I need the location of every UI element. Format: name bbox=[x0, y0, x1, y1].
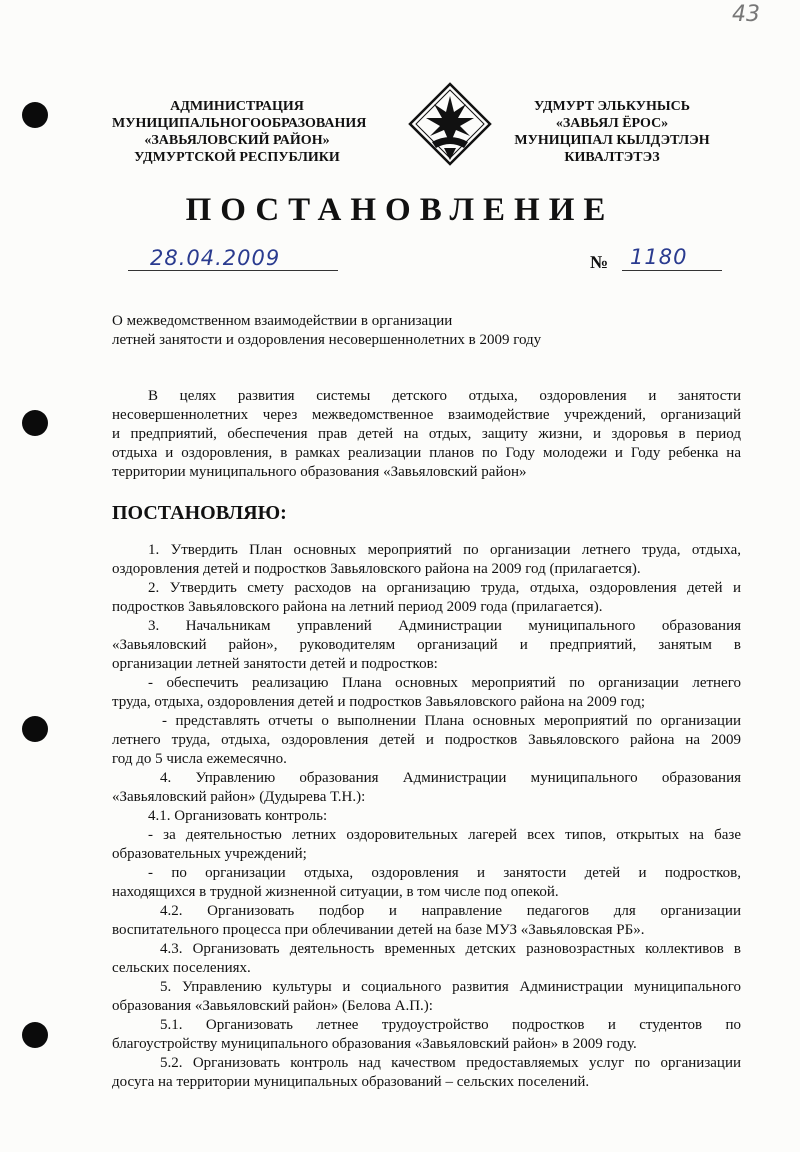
intro-line: несовершеннолетних через межведомственное взаимодействие учреждений, организаций bbox=[112, 407, 741, 423]
body-line: труда, отдыха, оздоровления детей и подростков Завьяловского района на 2009 год; bbox=[112, 694, 646, 710]
body-line: 5.1. Организовать летнее трудоустройство подростков и студентов по bbox=[160, 1017, 741, 1033]
intro-line: отдыха и оздоровления, в рамках реализации планов по Году молодежи и Году ребенка на bbox=[112, 445, 741, 461]
intro-line: и предприятий, обеспечения прав детей на отдых, защиту жизни, и здоровья в период bbox=[112, 426, 741, 442]
intro-paragraph bbox=[112, 387, 741, 482]
body-line: сельских поселениях. bbox=[112, 960, 251, 976]
body-line: 4.1. Организовать контроль: bbox=[148, 808, 328, 824]
body-line: 5. Управлению культуры и социального развития Администрации муниципального bbox=[160, 979, 741, 995]
intro-line: территории муниципального образования «Завьяловский район» bbox=[112, 464, 527, 480]
body-line: 5.2. Организовать контроль над качеством предоставляемых услуг по организации bbox=[160, 1055, 741, 1071]
punch-hole bbox=[22, 410, 48, 436]
date-handwritten: 28.04.2009 bbox=[150, 246, 281, 270]
number-label: № bbox=[590, 252, 609, 272]
body-line: «Завьяловский район», руководителям организаций и предприятий, занятым в bbox=[112, 637, 741, 653]
number-handwritten: 1180 bbox=[630, 245, 688, 269]
body-line: 4.3. Организовать деятельность временных детских разновозрастных коллективов в bbox=[160, 941, 741, 957]
body-line: 3. Начальникам управлений Администрации муниципального образования bbox=[148, 618, 741, 634]
body-line: находящихся в трудной жизненной ситуации, в том числе под опекой. bbox=[112, 884, 559, 900]
body-line: - по организации отдыха, оздоровления и занятости детей и подростков, bbox=[148, 865, 741, 881]
header-right-line: УДМУРТ ЭЛЬКУНЫСЬ bbox=[534, 99, 690, 114]
body-line: год до 5 числа ежемесячно. bbox=[112, 751, 287, 767]
punch-hole bbox=[22, 716, 48, 742]
body-line: «Завьяловский район» (Дудырева Т.Н.): bbox=[112, 789, 366, 805]
intro-line: В целях развития системы детского отдыха, оздоровления и занятости bbox=[148, 388, 741, 404]
emblem-icon bbox=[408, 82, 492, 166]
header-right-line: КИВАЛТЭТЭЗ bbox=[564, 150, 660, 165]
header-left-line: УДМУРТСКОЙ РЕСПУБЛИКИ bbox=[134, 150, 340, 165]
decree-body bbox=[112, 541, 741, 1092]
body-line: 2. Утвердить смету расходов на организацию труда, отдыха, оздоровления детей и bbox=[148, 580, 741, 596]
header-left bbox=[112, 98, 367, 166]
body-line: благоустройству муниципального образования «Завьяловский район» в 2009 году. bbox=[112, 1036, 637, 1052]
document-title: ПОСТАНОВЛЕНИЕ bbox=[185, 192, 615, 228]
body-line: подростков Завьяловского района на летний период 2009 года (прилагается). bbox=[112, 599, 603, 615]
header-right-line: МУНИЦИПАЛ КЫЛДЭТЛЭН bbox=[514, 133, 710, 148]
body-line: оздоровления детей и подростков Завьяловского района на 2009 год (прилагается). bbox=[112, 561, 641, 577]
body-line: образовательных учреждений; bbox=[112, 846, 307, 862]
header-left-line: АДМИНИСТРАЦИЯ bbox=[170, 99, 304, 114]
body-line: - за деятельностью летних оздоровительных лагерей всех типов, открытых на базе bbox=[148, 827, 741, 843]
punch-hole bbox=[22, 1022, 48, 1048]
header-right bbox=[512, 98, 712, 166]
body-line: 4.2. Организовать подбор и направление педагогов для организации bbox=[160, 903, 741, 919]
body-line: - представлять отчеты о выполнении Плана основных мероприятий по организации bbox=[162, 713, 741, 729]
subject-line: О межведомственном взаимодействии в организации bbox=[112, 313, 453, 329]
date-underline bbox=[128, 270, 338, 271]
body-line: 1. Утвердить План основных мероприятий по организации летнего труда, отдыха, bbox=[148, 542, 741, 558]
document-subject bbox=[112, 312, 541, 350]
page-number: 43 bbox=[732, 2, 760, 27]
subject-line: летней занятости и оздоровления несовершеннолетних в 2009 году bbox=[112, 332, 542, 348]
header-left-line: «ЗАВЬЯЛОВСКИЙ РАЙОН» bbox=[144, 133, 330, 148]
number-underline bbox=[622, 270, 722, 271]
body-line: летнего труда, отдыха, оздоровления детей и подростков Завьяловского района на 2009 bbox=[112, 732, 741, 748]
body-line: воспитательного процесса при облечивании детей на базе МУЗ «Завьяловская РБ». bbox=[112, 922, 645, 938]
body-line: досуга на территории муниципальных образований – сельских поселений. bbox=[112, 1074, 590, 1090]
body-line: образования «Завьяловский район» (Белова А.П.): bbox=[112, 998, 433, 1014]
header-right-line: «ЗАВЬЯЛ ЁРОС» bbox=[555, 116, 669, 131]
punch-hole bbox=[22, 102, 48, 128]
header-left-line: МУНИЦИПАЛЬНОГООБРАЗОВАНИЯ bbox=[112, 116, 367, 131]
decree-heading: ПОСТАНОВЛЯЮ: bbox=[112, 502, 287, 524]
body-line: организации летней занятости детей и подростков: bbox=[112, 656, 438, 672]
body-line: 4. Управлению образования Администрации муниципального образования bbox=[160, 770, 741, 786]
body-line: - обеспечить реализацию Плана основных мероприятий по организации летнего bbox=[148, 675, 741, 691]
